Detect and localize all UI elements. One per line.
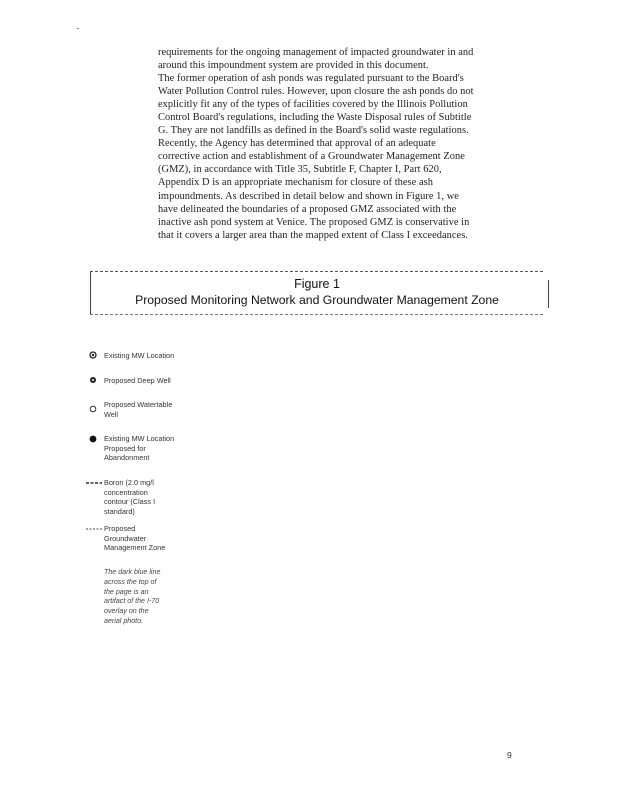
deep-well-icon bbox=[89, 376, 97, 384]
note-line: the page is an bbox=[104, 587, 149, 596]
body-line: have delineated the boundaries of a proposed GMZ associated with the bbox=[158, 203, 457, 215]
legend-label: Proposed for bbox=[104, 443, 146, 453]
note-line: aerial photo. bbox=[104, 616, 144, 625]
legend-item-abandonment bbox=[104, 434, 174, 463]
figure-subtitle: Proposed Monitoring Network and Groundwater Management Zone bbox=[135, 293, 499, 307]
legend-label: Abandonment bbox=[104, 453, 150, 463]
body-line: G. They are not landfills as defined in the Board's solid waste regulations. bbox=[158, 125, 469, 137]
body-line: around this impoundment system are provided in this document. bbox=[158, 60, 429, 72]
body-line: The former operation of ash ponds was regulated pursuant to the Board's bbox=[158, 73, 464, 85]
body-line: Control Board's regulations, including the Waste Disposal rules of Subtitle bbox=[158, 112, 472, 124]
legend-item-gmz-boundary bbox=[104, 524, 165, 553]
legend-label: contour (Class I bbox=[104, 497, 156, 507]
legend-label: Boron (2.0 mg/l bbox=[104, 478, 154, 487]
box-edge-mark bbox=[548, 280, 549, 308]
body-line: Appendix D is an appropriate mechanism for closure of these ash bbox=[158, 177, 433, 189]
body-line: (GMZ), in accordance with Title 35, Subtitle F, Chapter I, Part 620, bbox=[158, 164, 442, 176]
legend-label: Existing MW Location bbox=[104, 434, 175, 443]
legend-label: standard) bbox=[104, 506, 135, 516]
legend-item-boron-contour bbox=[104, 478, 155, 516]
note-line: artifact of the I-70 bbox=[104, 597, 160, 606]
page-number: 9 bbox=[507, 750, 512, 760]
legend-label: Groundwater bbox=[104, 533, 147, 543]
figure-caption-box bbox=[90, 271, 543, 315]
legend-label: Management Zone bbox=[104, 543, 166, 553]
legend-item-watertable-well bbox=[104, 400, 172, 419]
legend-label: Proposed Deep Well bbox=[104, 376, 171, 385]
body-line: Water Pollution Control rules. However, upon closure the ash ponds do not bbox=[158, 86, 474, 98]
boron-contour-icon bbox=[86, 480, 102, 486]
watertable-well-icon bbox=[89, 405, 97, 413]
body-line: Recently, the Agency has determined that approval of an adequate bbox=[158, 138, 436, 150]
gmz-boundary-icon bbox=[86, 526, 102, 532]
legend-label: Existing MW Location bbox=[104, 351, 175, 360]
body-line: impoundments. As described in detail below and shown in Figure 1, we bbox=[158, 190, 459, 202]
legend-label: Proposed Watertable bbox=[104, 400, 173, 409]
note-line: overlay on the bbox=[104, 607, 149, 616]
legend-label: concentration bbox=[104, 487, 148, 497]
legend-item-deep-well bbox=[104, 376, 171, 386]
scan-speck bbox=[77, 28, 79, 29]
map-artifact-note bbox=[104, 568, 160, 627]
existing-well-icon bbox=[89, 351, 97, 359]
note-line: The dark blue line bbox=[104, 568, 161, 576]
body-line: inactive ash pond system at Venice. The proposed GMZ is conservative in bbox=[158, 216, 470, 228]
legend-label: Proposed bbox=[104, 524, 136, 533]
figure-title: Figure 1 bbox=[294, 277, 340, 291]
body-line: that it covers a larger area than the mapped extent of Class I exceedances. bbox=[158, 229, 468, 241]
body-line: corrective action and establishment of a Groundwater Management Zone bbox=[158, 151, 465, 163]
body-line: explicitly fit any of the types of facilities covered by the Illinois Pollution bbox=[158, 99, 468, 111]
legend-label: Well bbox=[104, 409, 119, 419]
legend-item-existing-well bbox=[104, 351, 174, 361]
note-line: across the top of bbox=[104, 577, 157, 586]
body-paragraph bbox=[158, 46, 520, 242]
body-line: requirements for the ongoing management of impacted groundwater in and bbox=[158, 47, 474, 58]
abandonment-well-icon bbox=[89, 435, 97, 443]
